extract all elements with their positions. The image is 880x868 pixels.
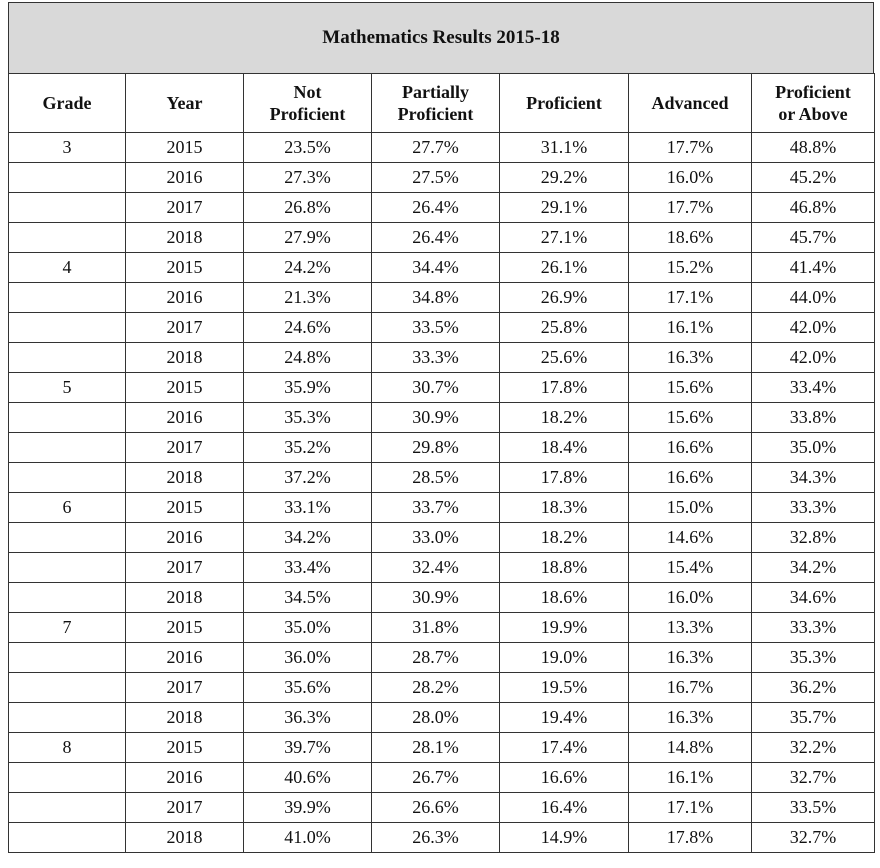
- cell-not-proficient: 27.3%: [244, 163, 372, 193]
- cell-proficient-or-above: 34.6%: [752, 583, 875, 613]
- table-row: [9, 403, 875, 433]
- cell-grade: [9, 553, 126, 583]
- cell-year: 2015: [126, 373, 244, 403]
- cell-not-proficient: 36.0%: [244, 643, 372, 673]
- cell-not-proficient: 21.3%: [244, 283, 372, 313]
- table-row: [9, 253, 875, 283]
- cell-year: 2016: [126, 643, 244, 673]
- cell-proficient-or-above: 32.7%: [752, 823, 875, 853]
- cell-partially-proficient: 28.0%: [372, 703, 500, 733]
- cell-advanced: 15.6%: [629, 403, 752, 433]
- cell-advanced: 15.0%: [629, 493, 752, 523]
- cell-not-proficient: 35.3%: [244, 403, 372, 433]
- cell-proficient: 18.3%: [500, 493, 629, 523]
- header-partially-proficient-line-1: Partially: [402, 82, 469, 102]
- cell-not-proficient: 41.0%: [244, 823, 372, 853]
- cell-proficient: 16.4%: [500, 793, 629, 823]
- table-row: [9, 823, 875, 853]
- cell-year: 2018: [126, 823, 244, 853]
- table-row: [9, 793, 875, 823]
- cell-advanced: 16.1%: [629, 313, 752, 343]
- cell-year: 2015: [126, 253, 244, 283]
- cell-partially-proficient: 28.7%: [372, 643, 500, 673]
- cell-partially-proficient: 34.8%: [372, 283, 500, 313]
- cell-year: 2015: [126, 133, 244, 163]
- header-proficient: Proficient: [500, 74, 629, 133]
- cell-proficient-or-above: 33.8%: [752, 403, 875, 433]
- table-row: [9, 763, 875, 793]
- cell-not-proficient: 35.9%: [244, 373, 372, 403]
- cell-grade: [9, 433, 126, 463]
- cell-proficient: 18.2%: [500, 403, 629, 433]
- cell-proficient: 18.6%: [500, 583, 629, 613]
- header-proficient-or-above-line-2: or Above: [778, 104, 848, 124]
- table-title: Mathematics Results 2015-18: [8, 2, 874, 73]
- cell-partially-proficient: 30.9%: [372, 403, 500, 433]
- results-table-sheet: [8, 2, 874, 853]
- cell-proficient-or-above: 32.7%: [752, 763, 875, 793]
- cell-proficient: 17.4%: [500, 733, 629, 763]
- cell-advanced: 14.6%: [629, 523, 752, 553]
- cell-partially-proficient: 32.4%: [372, 553, 500, 583]
- cell-advanced: 16.7%: [629, 673, 752, 703]
- cell-advanced: 17.7%: [629, 133, 752, 163]
- cell-proficient-or-above: 32.8%: [752, 523, 875, 553]
- cell-grade: [9, 703, 126, 733]
- cell-proficient-or-above: 34.2%: [752, 553, 875, 583]
- cell-advanced: 17.1%: [629, 793, 752, 823]
- table-row: [9, 163, 875, 193]
- header-year: Year: [126, 74, 244, 133]
- table-row: [9, 313, 875, 343]
- cell-advanced: 17.8%: [629, 823, 752, 853]
- cell-grade: 5: [9, 373, 126, 403]
- cell-year: 2016: [126, 523, 244, 553]
- cell-not-proficient: 24.8%: [244, 343, 372, 373]
- cell-grade: 6: [9, 493, 126, 523]
- cell-proficient-or-above: 33.4%: [752, 373, 875, 403]
- cell-year: 2018: [126, 583, 244, 613]
- cell-not-proficient: 24.2%: [244, 253, 372, 283]
- cell-advanced: 14.8%: [629, 733, 752, 763]
- cell-proficient: 26.9%: [500, 283, 629, 313]
- header-not-proficient-line-1: Not: [293, 82, 322, 102]
- cell-proficient-or-above: 34.3%: [752, 463, 875, 493]
- cell-proficient-or-above: 35.0%: [752, 433, 875, 463]
- cell-advanced: 17.7%: [629, 193, 752, 223]
- cell-proficient: 18.2%: [500, 523, 629, 553]
- cell-proficient-or-above: 33.3%: [752, 493, 875, 523]
- cell-advanced: 16.3%: [629, 343, 752, 373]
- cell-partially-proficient: 26.4%: [372, 193, 500, 223]
- cell-year: 2016: [126, 403, 244, 433]
- cell-proficient-or-above: 33.3%: [752, 613, 875, 643]
- cell-proficient: 17.8%: [500, 373, 629, 403]
- table-row: [9, 703, 875, 733]
- cell-proficient: 19.5%: [500, 673, 629, 703]
- cell-proficient-or-above: 32.2%: [752, 733, 875, 763]
- cell-not-proficient: 34.2%: [244, 523, 372, 553]
- cell-proficient: 19.0%: [500, 643, 629, 673]
- cell-proficient: 16.6%: [500, 763, 629, 793]
- header-grade: Grade: [9, 74, 126, 133]
- cell-advanced: 16.6%: [629, 433, 752, 463]
- cell-advanced: 16.0%: [629, 583, 752, 613]
- header-proficient-or-above: [752, 74, 875, 133]
- cell-proficient-or-above: 44.0%: [752, 283, 875, 313]
- header-advanced: Advanced: [629, 74, 752, 133]
- cell-not-proficient: 40.6%: [244, 763, 372, 793]
- cell-grade: 3: [9, 133, 126, 163]
- cell-proficient: 25.6%: [500, 343, 629, 373]
- cell-proficient: 17.8%: [500, 463, 629, 493]
- cell-partially-proficient: 28.5%: [372, 463, 500, 493]
- cell-grade: [9, 313, 126, 343]
- header-not-proficient: [244, 74, 372, 133]
- cell-partially-proficient: 28.2%: [372, 673, 500, 703]
- cell-year: 2017: [126, 553, 244, 583]
- cell-year: 2017: [126, 673, 244, 703]
- cell-proficient: 25.8%: [500, 313, 629, 343]
- cell-proficient-or-above: 41.4%: [752, 253, 875, 283]
- cell-grade: [9, 793, 126, 823]
- cell-year: 2017: [126, 793, 244, 823]
- cell-not-proficient: 33.1%: [244, 493, 372, 523]
- cell-proficient: 18.8%: [500, 553, 629, 583]
- table-body: [9, 133, 875, 853]
- cell-advanced: 15.2%: [629, 253, 752, 283]
- cell-proficient: 26.1%: [500, 253, 629, 283]
- cell-grade: 7: [9, 613, 126, 643]
- header-partially-proficient-line-2: Proficient: [397, 104, 474, 124]
- cell-grade: [9, 193, 126, 223]
- table-row: [9, 463, 875, 493]
- table-row: [9, 553, 875, 583]
- cell-proficient-or-above: 45.2%: [752, 163, 875, 193]
- cell-year: 2017: [126, 313, 244, 343]
- table-row: [9, 583, 875, 613]
- cell-not-proficient: 34.5%: [244, 583, 372, 613]
- cell-year: 2016: [126, 763, 244, 793]
- cell-partially-proficient: 27.7%: [372, 133, 500, 163]
- table-row: [9, 433, 875, 463]
- cell-partially-proficient: 30.7%: [372, 373, 500, 403]
- cell-advanced: 16.6%: [629, 463, 752, 493]
- cell-grade: 8: [9, 733, 126, 763]
- cell-advanced: 18.6%: [629, 223, 752, 253]
- cell-proficient: 29.2%: [500, 163, 629, 193]
- cell-partially-proficient: 34.4%: [372, 253, 500, 283]
- header-proficient-or-above-line-1: Proficient: [775, 82, 851, 102]
- cell-grade: [9, 463, 126, 493]
- cell-not-proficient: 37.2%: [244, 463, 372, 493]
- table-row: [9, 283, 875, 313]
- cell-partially-proficient: 28.1%: [372, 733, 500, 763]
- cell-proficient: 19.4%: [500, 703, 629, 733]
- cell-partially-proficient: 30.9%: [372, 583, 500, 613]
- cell-year: 2015: [126, 493, 244, 523]
- table-row: [9, 223, 875, 253]
- cell-partially-proficient: 29.8%: [372, 433, 500, 463]
- cell-grade: [9, 283, 126, 313]
- cell-partially-proficient: 33.7%: [372, 493, 500, 523]
- cell-grade: [9, 673, 126, 703]
- cell-proficient: 18.4%: [500, 433, 629, 463]
- cell-year: 2016: [126, 283, 244, 313]
- cell-year: 2018: [126, 343, 244, 373]
- cell-grade: [9, 223, 126, 253]
- cell-not-proficient: 26.8%: [244, 193, 372, 223]
- cell-not-proficient: 33.4%: [244, 553, 372, 583]
- header-not-proficient-line-2: Proficient: [269, 104, 346, 124]
- table-row: [9, 193, 875, 223]
- cell-proficient-or-above: 35.7%: [752, 703, 875, 733]
- cell-grade: [9, 403, 126, 433]
- cell-year: 2015: [126, 613, 244, 643]
- cell-grade: [9, 643, 126, 673]
- cell-partially-proficient: 33.3%: [372, 343, 500, 373]
- cell-partially-proficient: 26.4%: [372, 223, 500, 253]
- table-row: [9, 523, 875, 553]
- cell-not-proficient: 35.0%: [244, 613, 372, 643]
- cell-grade: 4: [9, 253, 126, 283]
- cell-grade: [9, 823, 126, 853]
- table-row: [9, 493, 875, 523]
- cell-proficient-or-above: 35.3%: [752, 643, 875, 673]
- cell-not-proficient: 23.5%: [244, 133, 372, 163]
- cell-proficient: 31.1%: [500, 133, 629, 163]
- cell-year: 2018: [126, 223, 244, 253]
- cell-advanced: 15.6%: [629, 373, 752, 403]
- cell-partially-proficient: 33.5%: [372, 313, 500, 343]
- table-row: [9, 613, 875, 643]
- cell-not-proficient: 24.6%: [244, 313, 372, 343]
- cell-proficient: 19.9%: [500, 613, 629, 643]
- table-row: [9, 643, 875, 673]
- table-row: [9, 343, 875, 373]
- cell-grade: [9, 583, 126, 613]
- cell-partially-proficient: 33.0%: [372, 523, 500, 553]
- cell-proficient-or-above: 42.0%: [752, 343, 875, 373]
- cell-proficient: 29.1%: [500, 193, 629, 223]
- cell-partially-proficient: 26.7%: [372, 763, 500, 793]
- cell-advanced: 16.3%: [629, 703, 752, 733]
- cell-year: 2018: [126, 703, 244, 733]
- cell-not-proficient: 27.9%: [244, 223, 372, 253]
- cell-partially-proficient: 26.3%: [372, 823, 500, 853]
- cell-proficient-or-above: 33.5%: [752, 793, 875, 823]
- cell-not-proficient: 35.6%: [244, 673, 372, 703]
- cell-advanced: 13.3%: [629, 613, 752, 643]
- cell-proficient: 14.9%: [500, 823, 629, 853]
- cell-grade: [9, 763, 126, 793]
- cell-proficient-or-above: 42.0%: [752, 313, 875, 343]
- cell-proficient-or-above: 45.7%: [752, 223, 875, 253]
- cell-year: 2017: [126, 433, 244, 463]
- cell-partially-proficient: 27.5%: [372, 163, 500, 193]
- cell-advanced: 15.4%: [629, 553, 752, 583]
- cell-partially-proficient: 31.8%: [372, 613, 500, 643]
- cell-proficient-or-above: 48.8%: [752, 133, 875, 163]
- table-row: [9, 673, 875, 703]
- cell-year: 2015: [126, 733, 244, 763]
- cell-not-proficient: 39.7%: [244, 733, 372, 763]
- cell-not-proficient: 35.2%: [244, 433, 372, 463]
- cell-proficient-or-above: 36.2%: [752, 673, 875, 703]
- cell-advanced: 16.0%: [629, 163, 752, 193]
- cell-partially-proficient: 26.6%: [372, 793, 500, 823]
- cell-year: 2016: [126, 163, 244, 193]
- results-table: [8, 73, 875, 853]
- cell-proficient: 27.1%: [500, 223, 629, 253]
- cell-proficient-or-above: 46.8%: [752, 193, 875, 223]
- table-row: [9, 733, 875, 763]
- cell-year: 2017: [126, 193, 244, 223]
- header-row: [9, 74, 875, 133]
- cell-grade: [9, 523, 126, 553]
- cell-advanced: 16.1%: [629, 763, 752, 793]
- cell-grade: [9, 163, 126, 193]
- cell-year: 2018: [126, 463, 244, 493]
- cell-grade: [9, 343, 126, 373]
- table-row: [9, 133, 875, 163]
- cell-advanced: 16.3%: [629, 643, 752, 673]
- cell-not-proficient: 36.3%: [244, 703, 372, 733]
- cell-advanced: 17.1%: [629, 283, 752, 313]
- table-row: [9, 373, 875, 403]
- cell-not-proficient: 39.9%: [244, 793, 372, 823]
- header-partially-proficient: [372, 74, 500, 133]
